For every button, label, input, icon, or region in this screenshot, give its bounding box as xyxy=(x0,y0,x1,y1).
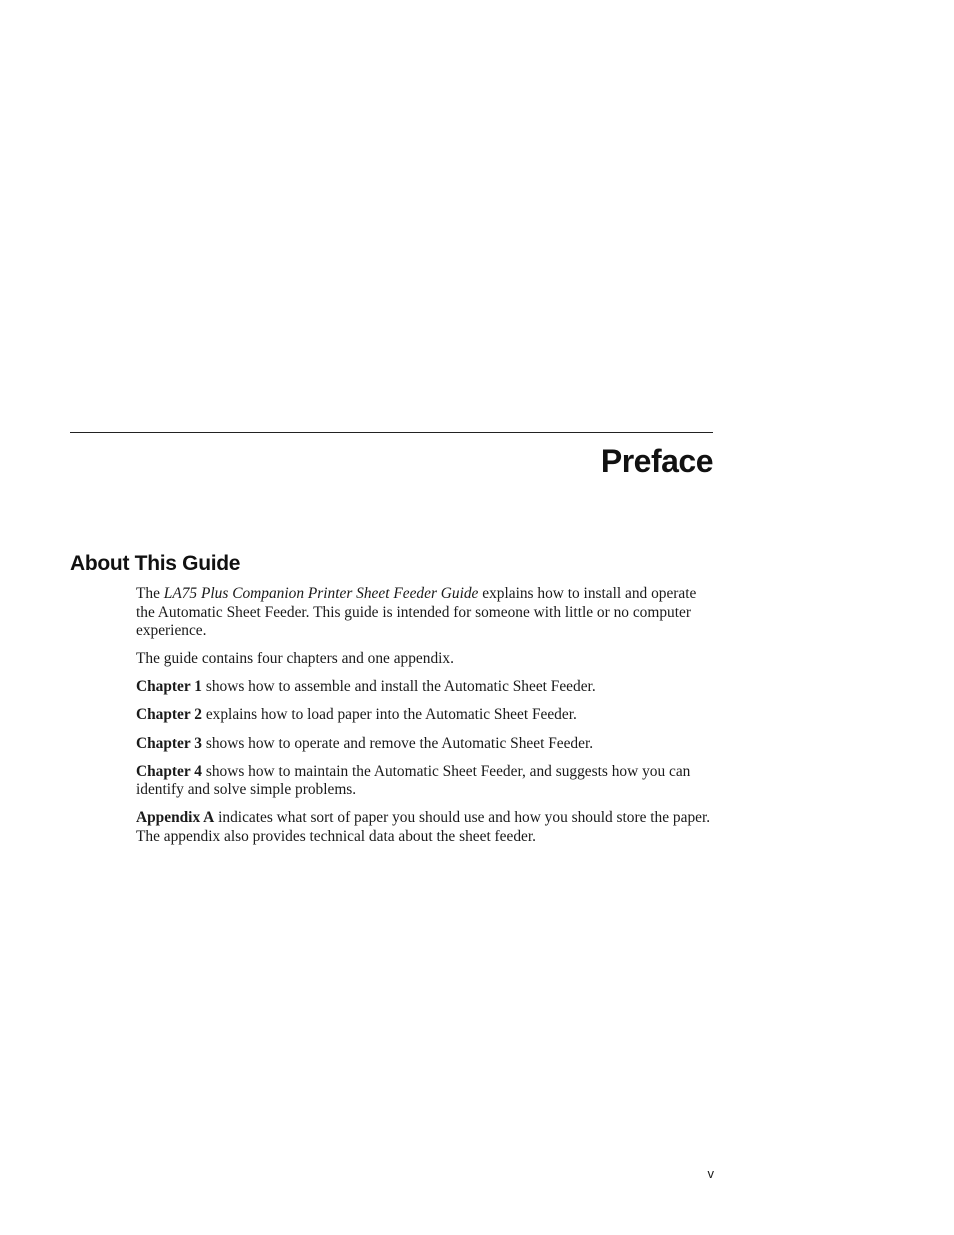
chapter-2-label: Chapter 2 xyxy=(136,706,202,724)
intro-paragraph: The LA75 Plus Companion Printer Sheet Feeder Guide explains how to install and operate the Automatic Sheet Feeder. This guide is intended for someone with little or no computer experience. xyxy=(136,585,697,640)
book-title: LA75 Plus Companion Printer Sheet Feeder Guide xyxy=(163,585,479,602)
section-heading: About This Guide xyxy=(70,552,241,575)
chapter-1-label: Chapter 1 xyxy=(136,678,202,696)
chapter-1-paragraph: Chapter 1 shows how to assemble and install the Automatic Sheet Feeder. xyxy=(136,678,596,696)
chapter-title: Preface xyxy=(600,443,713,479)
chapter-4-label: Chapter 4 xyxy=(136,762,202,780)
body-text xyxy=(136,585,714,856)
chapter-2-paragraph: Chapter 2 explains how to load paper into the Automatic Sheet Feeder. xyxy=(136,706,577,724)
chapter-3-paragraph: Chapter 3 shows how to operate and remove the Automatic Sheet Feeder. xyxy=(136,734,594,752)
appendix-a-label: Appendix A xyxy=(136,809,215,827)
chapter-rule xyxy=(70,432,713,433)
chapter-4-paragraph: Chapter 4 shows how to maintain the Automatic Sheet Feeder, and suggests how you can identify and solve simple problems. xyxy=(136,762,691,799)
page-number: v xyxy=(707,1166,714,1181)
chapter-3-label: Chapter 3 xyxy=(136,734,202,752)
contents-paragraph: The guide contains four chapters and one appendix. xyxy=(136,650,454,668)
appendix-a-paragraph: Appendix A indicates what sort of paper you should use and how you should store the paper. The appendix also provides technical data about the sheet feeder. xyxy=(136,809,711,845)
